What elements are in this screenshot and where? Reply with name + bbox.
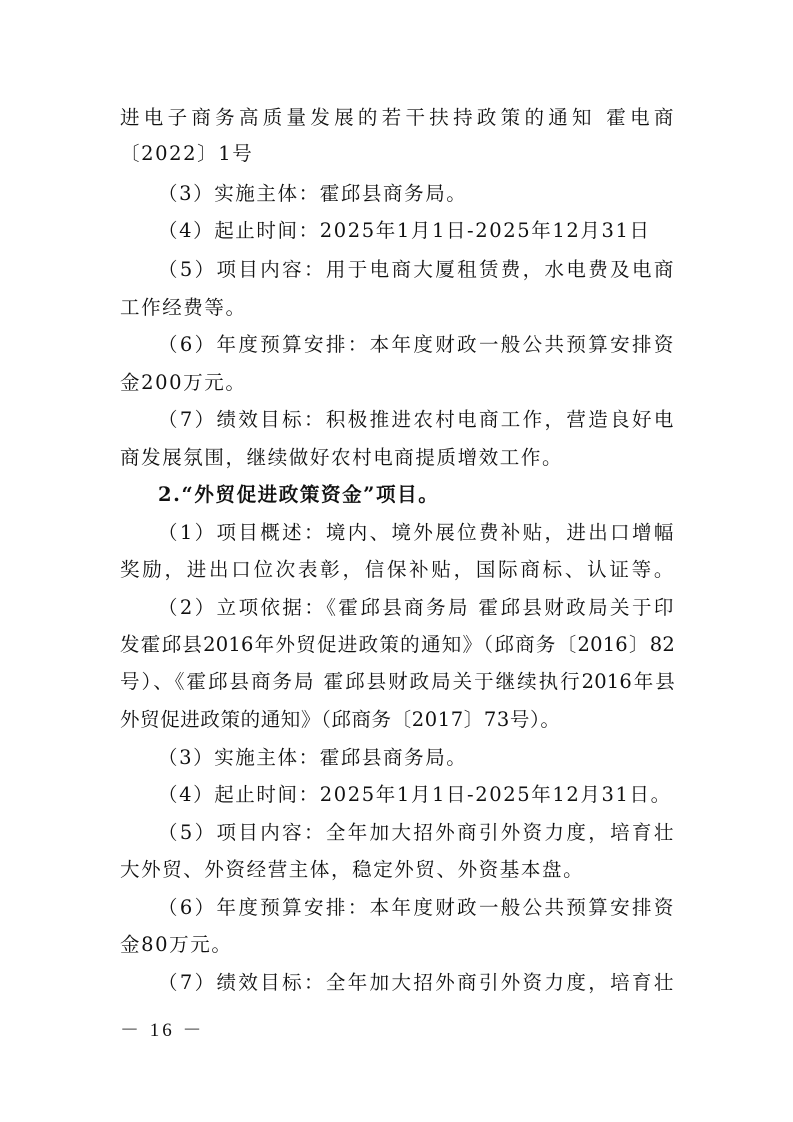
body-line: 工作经费等。 — [120, 296, 247, 319]
body-line: （7）绩效目标：全年加大招外商引外资力度，培育壮 — [158, 971, 675, 994]
body-line: （5）项目内容：用于电商大厦租赁费，水电费及电商 — [158, 258, 675, 281]
body-line: 金200万元。 — [120, 371, 247, 394]
body-line: 外贸促进政策的通知》（邱商务〔2017〕73号）。 — [120, 708, 561, 731]
body-line: 大外贸、外资经营主体，稳定外贸、外资基本盘。 — [120, 858, 585, 881]
body-line: 〔2022〕1号 — [120, 142, 254, 165]
body-line: 商发展氛围，继续做好农村电商提质增效工作。 — [120, 446, 564, 469]
body-line: （4）起止时间：2025年1月1日-2025年12月31日 — [158, 219, 651, 242]
body-line: （6）年度预算安排：本年度财政一般公共预算安排资 — [158, 333, 675, 356]
body-line: （3）实施主体：霍邱县商务局。 — [158, 182, 468, 205]
body-line: （5）项目内容：全年加大招外商引外资力度，培育壮 — [158, 821, 675, 844]
body-line: 金80万元。 — [120, 933, 233, 956]
body-line: （2）立项依据：《霍邱县商务局 霍邱县财政局关于印 — [158, 596, 675, 619]
page-number: － 16 － — [120, 1020, 205, 1041]
body-line: 进电子商务高质量发展的若干扶持政策的通知 霍电商 — [120, 106, 675, 129]
body-line: （3）实施主体：霍邱县商务局。 — [158, 746, 468, 769]
body-line: 奖励，进出口位次表彰，信保补贴，国际商标、认证等。 — [120, 558, 675, 581]
body-line: （4）起止时间：2025年1月1日-2025年12月31日。 — [158, 783, 672, 806]
body-line: 号）、《霍邱县商务局 霍邱县财政局关于继续执行2016年县 — [120, 670, 675, 693]
body-line: （7）绩效目标：积极推进农村电商工作，营造良好电 — [158, 408, 675, 431]
body-line: 发霍邱县2016年外贸促进政策的通知》（邱商务〔2016〕82 — [120, 633, 675, 656]
section-heading: 2.“外贸促进政策资金”项目。 — [158, 483, 440, 506]
body-line: （6）年度预算安排：本年度财政一般公共预算安排资 — [158, 896, 675, 919]
body-line: （1）项目概述：境内、境外展位费补贴，进出口增幅 — [158, 521, 675, 544]
